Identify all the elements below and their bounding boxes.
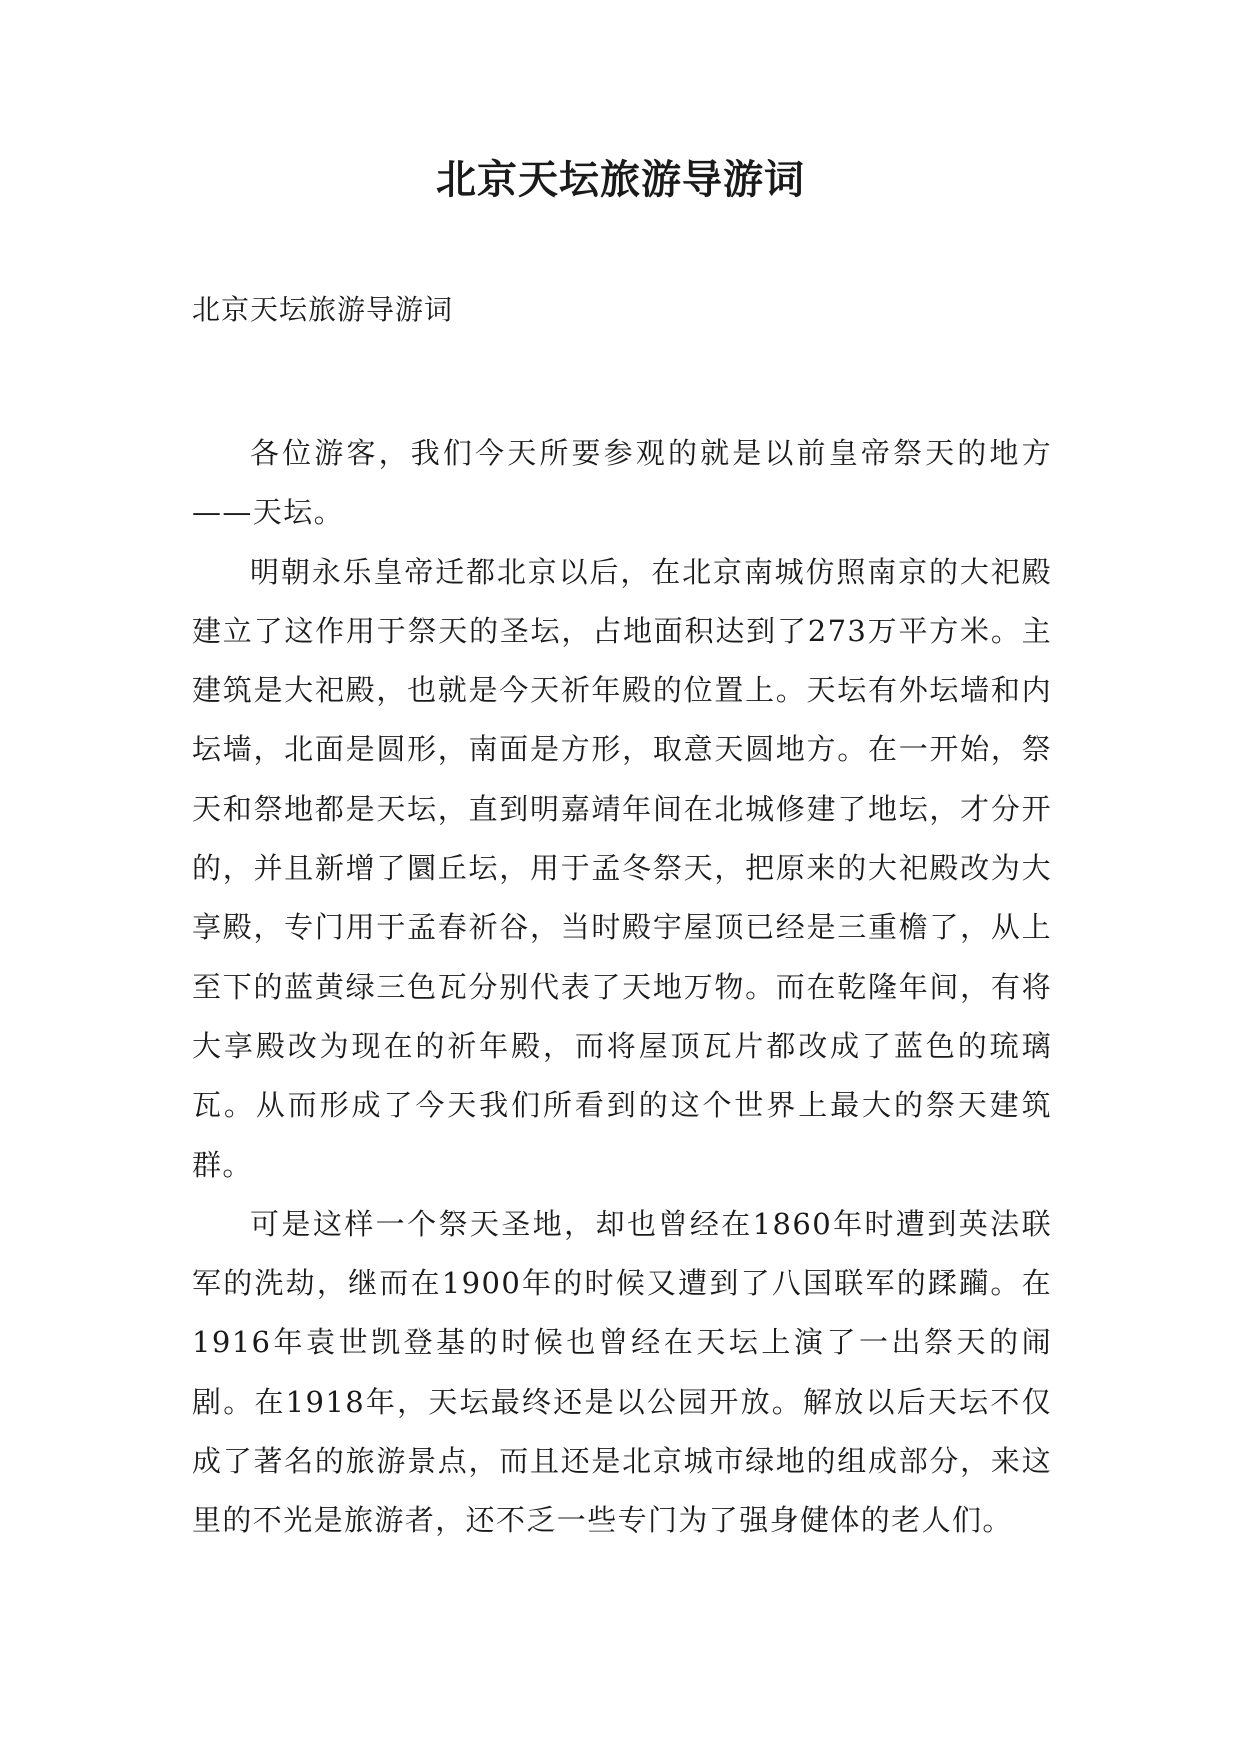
document-subtitle: 北京天坛旅游导游词 xyxy=(192,293,454,326)
paragraph-list xyxy=(192,424,1052,1551)
paragraph-modern: 可是这样一个祭天圣地，却也曾经在1860年时遭到英法联军的洗劫，继而在1900年的时候又遭到了八国联军的蹂躏。在1916年袁世凯登基的时候也曾经在天坛上演了一出祭天的闹剧。在1918年，天坛最终还是以公园开放。解放以后天坛不仅成了著名的旅游景点，而且还是北京城市绿地的组成部分，来这里的不光是旅游者，还不乏一些专门为了强身健体的老人们。 xyxy=(192,1206,1052,1538)
document-title: 北京天坛旅游导游词 xyxy=(436,157,805,203)
paragraph-intro: 各位游客，我们今天所要参观的就是以前皇帝祭天的地方——天坛。 xyxy=(192,436,1052,530)
document-body xyxy=(192,290,1052,1551)
paragraph-history: 明朝永乐皇帝迁都北京以后，在北京南城仿照南京的大祀殿建立了这作用于祭天的圣坛，占地面积达到了273万平方米。主建筑是大祀殿，也就是今天祈年殿的位置上。天坛有外坛墙和内坛墙，北面是圆形，南面是方形，取意天圆地方。在一开始，祭天和祭地都是天坛，直到明嘉靖年间在北城修建了地坛，才分开的，并且新增了圜丘坛，用于孟冬祭天，把原来的大祀殿改为大享殿，专门用于孟春祈谷，当时殿宇屋顶已经是三重檐了，从上至下的蓝黄绿三色瓦分别代表了天地万物。而在乾隆年间，有将大享殿改为现在的祈年殿，而将屋顶瓦片都改成了蓝色的琉璃瓦。从而形成了今天我们所看到的这个世界上最大的祭天建筑群。 xyxy=(192,554,1052,1182)
